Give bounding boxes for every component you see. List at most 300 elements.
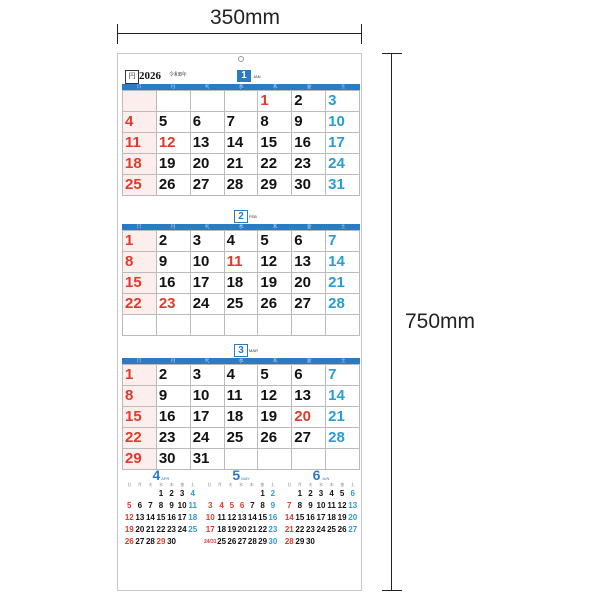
mini-day: 28: [284, 537, 294, 546]
weekday-label: 月: [170, 84, 176, 90]
mini-weekday-label: 金: [340, 482, 345, 487]
mini-weekday-label: 火: [308, 482, 313, 487]
day-cell: [225, 315, 259, 336]
weekday-label: 日: [136, 84, 142, 90]
mini-month-title: [284, 467, 358, 481]
day-number: 6: [294, 232, 303, 249]
day-cell: [157, 273, 191, 294]
mini-day: 27: [135, 537, 145, 546]
mini-weekday-label: 日: [207, 482, 212, 487]
day-cell: [191, 273, 225, 294]
mini-day: [145, 489, 156, 499]
day-cell: [258, 91, 292, 112]
day-cell: [258, 386, 292, 407]
mini-day-grid: [204, 489, 278, 547]
mini-month-title: [204, 467, 278, 481]
day-cell: [225, 428, 259, 449]
mini-day: [204, 489, 217, 499]
mini-day: 26: [124, 537, 134, 546]
month-abbr: JAN: [253, 74, 261, 79]
mini-weekday-label: 月: [217, 482, 222, 487]
calendar-sheet: [117, 53, 362, 591]
day-cell: [191, 294, 225, 315]
year-title: 2026: [139, 70, 161, 82]
day-cell: [292, 252, 326, 273]
mini-day: 27: [237, 537, 247, 546]
mini-day: 2: [308, 489, 313, 498]
mini-month-abbr: MAY: [240, 476, 250, 481]
day-cell: [157, 428, 191, 449]
mini-day: 30: [305, 537, 315, 546]
day-cell: [326, 175, 360, 196]
day-cell: [225, 112, 259, 133]
day-number: 25: [226, 429, 244, 446]
day-cell: [225, 231, 259, 252]
width-label: 350mm: [209, 6, 281, 29]
mini-day: [227, 489, 237, 499]
weekday-label: 金: [306, 84, 312, 90]
day-number: 11: [226, 387, 243, 404]
day-number: 9: [294, 113, 303, 130]
day-cell: [292, 294, 326, 315]
day-number: 27: [294, 429, 311, 446]
day-cell: [326, 133, 360, 154]
day-number: 26: [260, 295, 278, 312]
day-cell: [191, 315, 225, 336]
mini-day: 4: [219, 501, 224, 510]
day-number: 9: [158, 253, 168, 270]
day-cell: [258, 252, 292, 273]
day-number: 3: [192, 366, 202, 383]
mini-day: 26: [227, 537, 237, 546]
day-number: 8: [125, 387, 134, 404]
mini-day: 3: [318, 489, 324, 498]
day-number: 15: [125, 274, 142, 291]
day-number: 6: [294, 366, 303, 383]
mini-day: 6: [350, 489, 355, 498]
weekday-label: 水: [238, 84, 244, 90]
mini-day: 28: [247, 537, 257, 546]
mini-day: 1: [260, 489, 265, 498]
day-grid: [122, 230, 360, 336]
day-cell: [326, 273, 360, 294]
day-number: 11: [125, 134, 141, 151]
mini-day: 11: [188, 501, 197, 510]
mini-day: 3: [179, 489, 185, 498]
mini-day-grid: [124, 489, 198, 547]
mini-day: 24/31: [204, 539, 217, 545]
mini-weekday-label: 日: [287, 482, 292, 487]
mini-day: 25: [217, 537, 227, 546]
day-number: 14: [226, 134, 244, 151]
day-cell: [123, 315, 157, 336]
mini-day: 22: [156, 525, 166, 534]
day-cell: [258, 428, 292, 449]
day-cell: [123, 133, 157, 154]
day-number: 18: [226, 408, 244, 425]
day-number: 18: [125, 155, 142, 172]
day-cell: [292, 91, 326, 112]
day-number: 13: [294, 387, 311, 404]
mini-weekday-label: 金: [260, 482, 265, 487]
day-cell: [326, 386, 360, 407]
day-number: 15: [125, 408, 142, 425]
mini-day: 16: [268, 513, 278, 522]
mini-day: 10: [205, 513, 215, 522]
day-cell: [157, 91, 191, 112]
month-number: 3: [234, 344, 248, 357]
mini-day: 1: [297, 489, 303, 498]
day-number: 1: [125, 366, 134, 383]
day-number: 3: [192, 232, 202, 249]
month-title: [122, 344, 360, 356]
day-number: 4: [226, 232, 235, 249]
day-number: 30: [294, 176, 311, 193]
month-abbr: FEB: [249, 214, 257, 219]
day-number: 1: [260, 92, 269, 109]
day-cell: [225, 365, 259, 386]
mini-day: 7: [287, 501, 292, 510]
day-number: 21: [226, 155, 244, 172]
day-cell: [258, 112, 292, 133]
mini-weekday-header: [204, 482, 278, 488]
day-cell: [191, 133, 225, 154]
day-cell: [191, 252, 225, 273]
weekday-label: 土: [340, 358, 346, 364]
mini-day: 20: [237, 525, 247, 534]
mini-weekday-label: 土: [270, 482, 275, 487]
mini-day: 25: [327, 525, 337, 534]
day-number: 18: [226, 274, 244, 291]
day-number: 19: [260, 408, 278, 425]
mini-day: 9: [308, 501, 313, 510]
day-number: 17: [328, 134, 345, 151]
mini-day: 13: [135, 513, 145, 522]
day-cell: [326, 252, 360, 273]
day-number: 7: [226, 113, 235, 130]
day-cell: [258, 365, 292, 386]
month-number: 1: [237, 70, 251, 82]
day-cell: [123, 407, 157, 428]
day-cell: [292, 365, 326, 386]
mini-day: [237, 489, 247, 499]
mini-day: [177, 537, 188, 547]
day-number: 6: [192, 113, 202, 130]
day-cell: [292, 133, 326, 154]
day-number: 10: [192, 387, 210, 404]
weekday-label: 木: [272, 224, 278, 230]
mini-day: 26: [337, 525, 347, 534]
day-number: 5: [158, 113, 168, 130]
mini-day: 6: [239, 501, 245, 510]
mini-day: 18: [327, 513, 337, 522]
day-number: 2: [294, 92, 303, 109]
day-number: 26: [158, 176, 176, 193]
mini-day: 9: [270, 501, 276, 510]
day-cell: [123, 231, 157, 252]
day-number: 28: [328, 429, 345, 446]
mini-day: 17: [205, 525, 215, 534]
day-number: 7: [328, 366, 337, 383]
day-cell: [123, 175, 157, 196]
day-number: 23: [158, 295, 176, 312]
month-number: 2: [234, 210, 248, 223]
mini-day: 21: [145, 525, 155, 534]
day-cell: [225, 386, 259, 407]
mini-day: 17: [316, 513, 326, 522]
day-number: 21: [328, 274, 345, 291]
mini-day: 15: [156, 513, 166, 522]
day-cell: [258, 315, 292, 336]
day-number: 27: [294, 295, 311, 312]
day-number: 23: [158, 429, 176, 446]
mini-day: 21: [247, 525, 257, 534]
day-number: 31: [192, 450, 210, 467]
mini-day: 5: [127, 501, 132, 510]
day-number: 4: [226, 366, 235, 383]
mini-weekday-label: 月: [297, 482, 302, 487]
weekday-label: 日: [136, 224, 142, 230]
mini-day: [124, 489, 135, 499]
day-cell: [292, 315, 326, 336]
day-number: 19: [158, 155, 176, 172]
mini-day: 15: [258, 513, 268, 522]
day-number: 22: [125, 429, 142, 446]
mini-day: 10: [316, 501, 326, 510]
day-cell: [326, 91, 360, 112]
day-number: 16: [158, 408, 176, 425]
mini-day: 20: [135, 525, 145, 534]
mini-weekday-label: 火: [148, 482, 153, 487]
weekday-label: 水: [238, 224, 244, 230]
day-number: 30: [158, 450, 176, 467]
mini-day: 29: [295, 537, 305, 546]
weekday-label: 月: [170, 358, 176, 364]
day-cell: [292, 175, 326, 196]
mini-day: 2: [169, 489, 174, 498]
day-cell: [191, 231, 225, 252]
weekday-label: 水: [238, 358, 244, 364]
day-cell: [191, 386, 225, 407]
day-number: 3: [328, 92, 337, 109]
day-number: 16: [294, 134, 311, 151]
day-number: 16: [158, 274, 176, 291]
day-cell: [157, 175, 191, 196]
day-number: 24: [192, 295, 210, 312]
mini-day: 28: [145, 537, 155, 546]
weekday-label: 火: [204, 358, 210, 364]
mini-day: 22: [295, 525, 305, 534]
day-grid: [122, 364, 360, 470]
mini-weekday-label: 金: [180, 482, 185, 487]
day-cell: [326, 231, 360, 252]
day-cell: [292, 407, 326, 428]
weekday-label: 木: [272, 84, 278, 90]
mini-day: 4: [190, 489, 195, 498]
mini-day: 14: [145, 513, 155, 522]
day-cell: [225, 273, 259, 294]
mini-day: 16: [167, 513, 177, 522]
day-number: 14: [328, 253, 345, 270]
day-number: 31: [328, 176, 345, 193]
day-cell: [326, 365, 360, 386]
day-cell: [292, 386, 326, 407]
day-number: 10: [192, 253, 210, 270]
mini-month-number: 5: [232, 467, 241, 483]
mini-weekday-header: [124, 482, 198, 488]
mini-day: 29: [156, 537, 166, 546]
day-cell: [258, 154, 292, 175]
mini-day: 4: [329, 489, 334, 498]
day-number: 8: [125, 253, 134, 270]
day-cell: [123, 252, 157, 273]
day-number: 17: [192, 408, 210, 425]
day-grid: [122, 90, 360, 196]
mini-day: 3: [208, 501, 213, 510]
mini-day: 16: [305, 513, 315, 522]
day-cell: [157, 407, 191, 428]
mini-day: 25: [188, 525, 198, 534]
mini-day-grid: [284, 489, 358, 547]
mini-day: 1: [158, 489, 164, 498]
mini-day: 23: [305, 525, 315, 534]
mini-weekday-label: 水: [318, 482, 323, 487]
weekday-label: 金: [306, 224, 312, 230]
mini-day: 30: [268, 537, 278, 546]
mini-day: 27: [348, 525, 358, 534]
mini-day: 22: [258, 525, 268, 534]
mini-weekday-label: 月: [137, 482, 142, 487]
mini-day: 8: [158, 501, 164, 510]
mini-day: 21: [284, 525, 294, 534]
mini-day: 11: [327, 501, 336, 510]
day-cell: [123, 294, 157, 315]
day-number: 21: [328, 408, 345, 425]
day-number: 2: [158, 366, 168, 383]
day-number: 26: [260, 429, 278, 446]
day-cell: [157, 386, 191, 407]
day-number: 5: [260, 232, 269, 249]
mini-day: 19: [337, 513, 347, 522]
day-number: 29: [260, 176, 278, 193]
weekday-label: 火: [204, 224, 210, 230]
weekday-label: 土: [340, 224, 346, 230]
mini-day: [247, 489, 257, 499]
mini-weekday-label: 木: [169, 482, 174, 487]
mini-weekday-label: 日: [127, 482, 132, 487]
day-number: 24: [328, 155, 345, 172]
logo: 円: [125, 70, 139, 84]
weekday-label: 木: [272, 358, 278, 364]
mini-weekday-label: 土: [190, 482, 195, 487]
day-cell: [326, 315, 360, 336]
day-cell: [258, 175, 292, 196]
mini-day: 18: [188, 513, 198, 522]
day-number: 17: [192, 274, 210, 291]
day-cell: [258, 407, 292, 428]
mini-day: 29: [258, 537, 268, 546]
mini-day: 13: [237, 513, 247, 522]
mini-day: 18: [217, 525, 227, 534]
day-cell: [225, 154, 259, 175]
era-label: 令和8年: [169, 72, 187, 78]
mini-day: [187, 537, 198, 547]
day-number: 24: [192, 429, 210, 446]
weekday-label: 金: [306, 358, 312, 364]
mini-day: 10: [177, 501, 187, 510]
small-month-strip: [124, 467, 358, 587]
day-cell: [123, 154, 157, 175]
day-cell: [292, 273, 326, 294]
day-cell: [157, 112, 191, 133]
hanging-hole: [238, 56, 244, 62]
weekday-label: 火: [204, 84, 210, 90]
day-number: 28: [226, 176, 244, 193]
mini-day: 5: [339, 489, 345, 498]
day-cell: [191, 91, 225, 112]
mini-day: [347, 537, 358, 547]
day-cell: [123, 91, 157, 112]
day-cell: [292, 154, 326, 175]
day-cell: [157, 154, 191, 175]
day-cell: [225, 407, 259, 428]
day-cell: [292, 231, 326, 252]
day-cell: [123, 386, 157, 407]
mini-weekday-label: 水: [238, 482, 243, 487]
day-cell: [225, 175, 259, 196]
month-abbr: MAR: [249, 348, 258, 353]
day-cell: [326, 112, 360, 133]
height-label: 750mm: [405, 310, 476, 333]
day-cell: [326, 428, 360, 449]
day-cell: [225, 294, 259, 315]
weekday-label: 日: [136, 358, 142, 364]
day-cell: [326, 154, 360, 175]
day-cell: [123, 428, 157, 449]
mini-day: 14: [284, 513, 294, 522]
mini-day: 11: [217, 513, 226, 522]
day-cell: [123, 273, 157, 294]
day-number: 20: [192, 155, 210, 172]
mini-month-number: 4: [152, 467, 161, 483]
mini-month-title: [124, 467, 198, 481]
mini-day: 19: [227, 525, 237, 534]
mini-month-abbr: JUN: [320, 476, 330, 481]
mini-weekday-label: 木: [329, 482, 334, 487]
mini-day: 9: [169, 501, 174, 510]
day-cell: [225, 133, 259, 154]
day-number: 7: [328, 232, 337, 249]
day-number: 9: [158, 387, 168, 404]
day-cell: [157, 252, 191, 273]
mini-day: 19: [124, 525, 134, 534]
mini-day: 24: [316, 525, 326, 534]
mini-weekday-label: 水: [158, 482, 163, 487]
mini-day: [316, 537, 327, 547]
mini-day: 23: [167, 525, 177, 534]
day-number: 23: [294, 155, 311, 172]
day-number: 20: [294, 408, 311, 425]
day-cell: [258, 294, 292, 315]
mini-day: [284, 489, 295, 499]
mini-day: [217, 489, 227, 499]
mini-day: 7: [148, 501, 153, 510]
mini-weekday-label: 土: [350, 482, 355, 487]
mini-day: 2: [270, 489, 276, 498]
mini-day: 13: [348, 501, 358, 510]
day-cell: [258, 231, 292, 252]
weekday-label: 月: [170, 224, 176, 230]
